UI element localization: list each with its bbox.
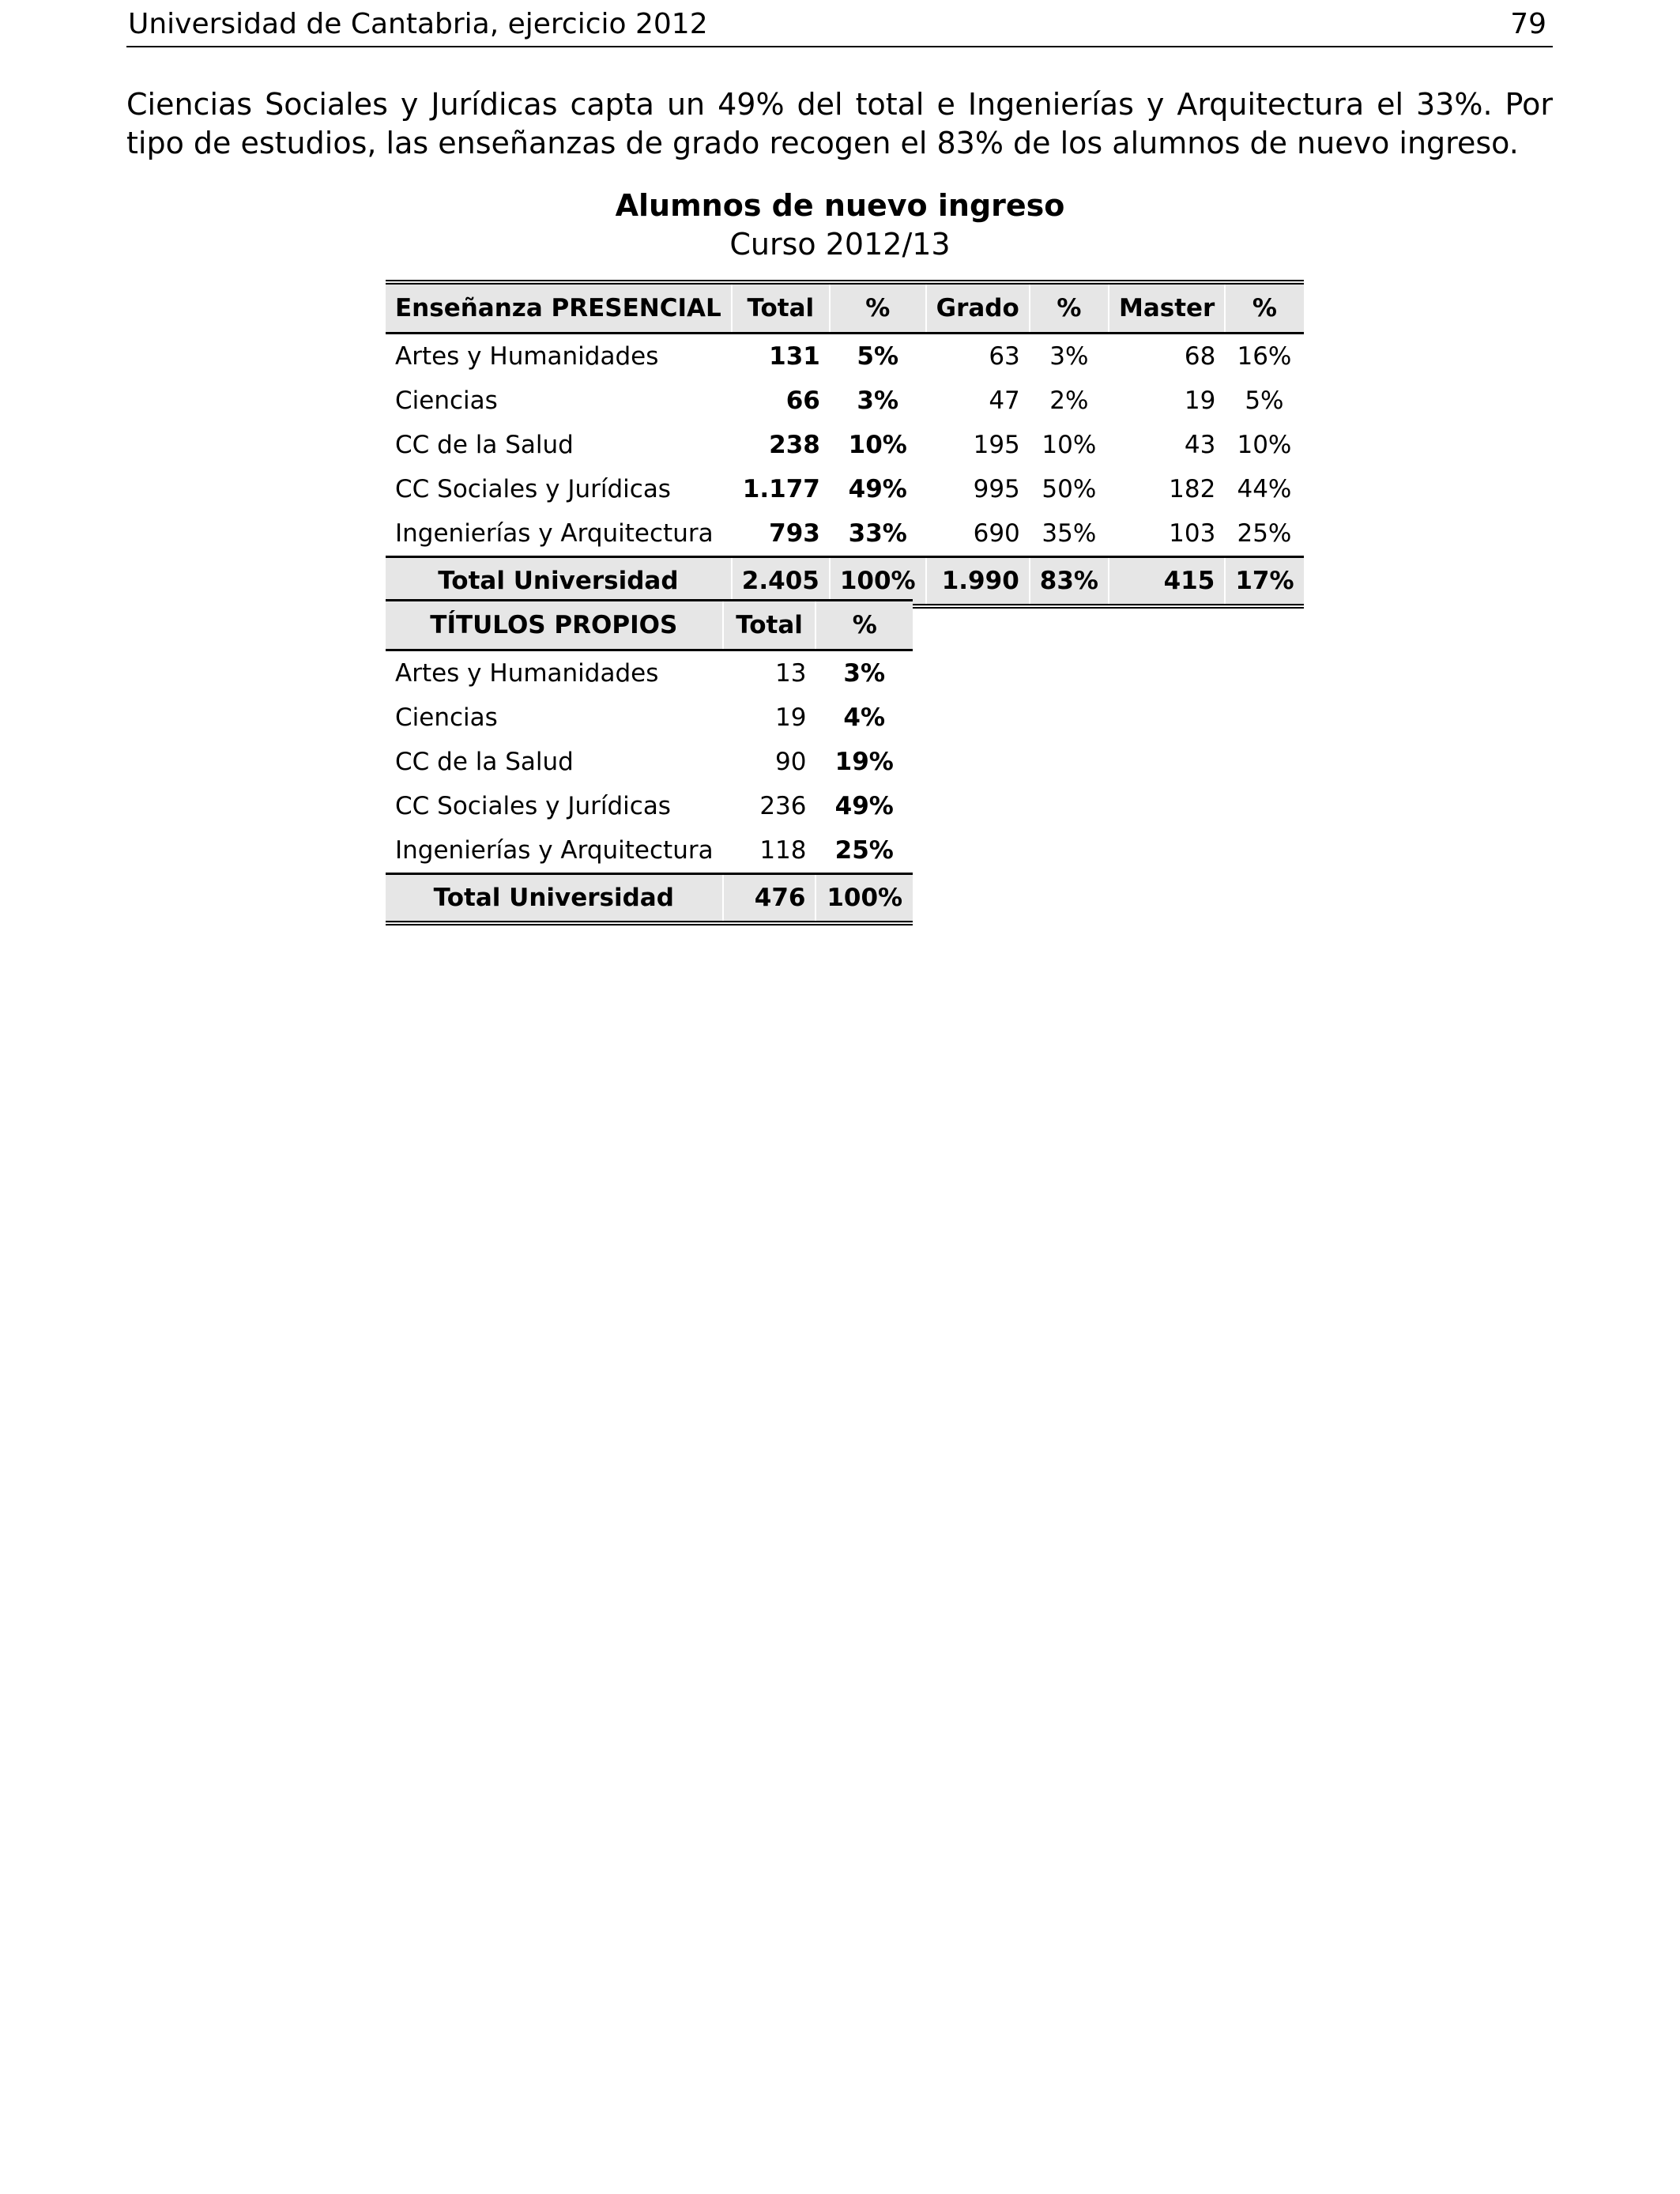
percent-cell: 35%: [1042, 519, 1097, 548]
table-header-row: [386, 601, 913, 650]
table-row: [386, 423, 1304, 467]
grado-cell: 195: [973, 431, 1020, 459]
percent-cell: 10%: [848, 431, 907, 459]
table-row: [386, 784, 913, 828]
grado-cell: 690: [973, 519, 1020, 548]
percent-cell: 83%: [1030, 557, 1109, 607]
table-row: [386, 379, 1304, 423]
total-cell: 118: [759, 836, 807, 865]
row-label: Ciencias: [395, 386, 498, 415]
row-label: CC de la Salud: [395, 748, 574, 776]
row-label: CC de la Salud: [395, 431, 574, 459]
grado-cell: 995: [973, 475, 1020, 503]
percent-cell: 3%: [1049, 342, 1089, 371]
grado-cell: 47: [989, 386, 1020, 415]
intro-paragraph: Ciencias Sociales y Jurídicas capta un 49% del total e Ingenierías y Arquitectura el 33%. Por tipo de estudios, las enseñanzas de grado recogen el 83% de los alumnos de nuevo ingreso.: [126, 87, 1553, 160]
total-cell: 66: [785, 386, 820, 415]
table-row: [386, 828, 913, 874]
percent-cell: 100%: [830, 557, 926, 607]
table-row: [386, 740, 913, 784]
column-header: Master: [1109, 282, 1225, 334]
percent-cell: 10%: [1042, 431, 1097, 459]
total-cell: 2.405: [732, 557, 830, 607]
column-header: Enseñanza PRESENCIAL: [386, 282, 732, 334]
page-number: 79: [1510, 8, 1546, 40]
row-label: Artes y Humanidades: [395, 342, 659, 371]
percent-cell: 49%: [834, 792, 894, 820]
column-header: %: [1225, 282, 1303, 334]
row-label: Artes y Humanidades: [395, 659, 659, 688]
grado-cell: 1.990: [926, 557, 1030, 607]
table-row: [386, 511, 1304, 557]
row-label: Ingenierías y Arquitectura: [395, 519, 714, 548]
percent-cell: 3%: [843, 659, 886, 688]
page-header: [126, 3, 1553, 47]
percent-cell: 4%: [843, 703, 886, 732]
row-label: Total Universidad: [386, 874, 723, 924]
row-label: Total Universidad: [386, 557, 732, 607]
row-label: Ingenierías y Arquitectura: [395, 836, 714, 865]
table-row: [386, 334, 1304, 379]
master-cell: 43: [1184, 431, 1216, 459]
percent-cell: 19%: [834, 748, 894, 776]
percent-cell: 16%: [1237, 342, 1292, 371]
percent-cell: 5%: [857, 342, 899, 371]
row-label: Ciencias: [395, 703, 498, 732]
total-cell: 90: [775, 748, 807, 776]
total-cell: 1.177: [742, 475, 820, 503]
percent-cell: 2%: [1049, 386, 1089, 415]
total-cell: 476: [723, 874, 816, 924]
column-header: Total: [732, 282, 830, 334]
total-cell: 238: [769, 431, 820, 459]
column-header: Total: [723, 601, 816, 650]
total-cell: 19: [775, 703, 807, 732]
table-row: [386, 467, 1304, 511]
column-header: %: [1030, 282, 1109, 334]
total-row: [386, 874, 913, 924]
column-header: %: [816, 601, 913, 650]
grado-cell: 63: [989, 342, 1020, 371]
table-header-row: [386, 282, 1304, 334]
percent-cell: 44%: [1237, 475, 1292, 503]
column-header: %: [830, 282, 926, 334]
percent-cell: 49%: [848, 475, 907, 503]
total-cell: 13: [775, 659, 807, 688]
master-cell: 182: [1169, 475, 1216, 503]
master-cell: 415: [1109, 557, 1225, 607]
presencial-table: [386, 280, 1304, 609]
percent-cell: 10%: [1237, 431, 1292, 459]
total-cell: 131: [769, 342, 820, 371]
column-header: Grado: [926, 282, 1030, 334]
percent-cell: 3%: [857, 386, 899, 415]
total-cell: 793: [769, 519, 820, 548]
percent-cell: 50%: [1042, 475, 1097, 503]
percent-cell: 5%: [1245, 386, 1284, 415]
percent-cell: 33%: [848, 519, 907, 548]
master-cell: 19: [1184, 386, 1216, 415]
header-title: Universidad de Cantabria, ejercicio 2012: [128, 8, 708, 40]
total-cell: 236: [759, 792, 807, 820]
table-row: [386, 696, 913, 740]
titulos-propios-table: [386, 599, 913, 925]
master-cell: 103: [1169, 519, 1216, 548]
percent-cell: 25%: [834, 836, 894, 865]
row-label: CC Sociales y Jurídicas: [395, 792, 671, 820]
column-header: TÍTULOS PROPIOS: [386, 601, 723, 650]
table-row: [386, 650, 913, 696]
table-title: Alumnos de nuevo ingreso: [615, 188, 1065, 223]
percent-cell: 100%: [816, 874, 913, 924]
master-cell: 68: [1184, 342, 1216, 371]
percent-cell: 17%: [1225, 557, 1303, 607]
table-subtitle: Curso 2012/13: [729, 227, 951, 262]
row-label: CC Sociales y Jurídicas: [395, 475, 671, 503]
percent-cell: 25%: [1237, 519, 1292, 548]
